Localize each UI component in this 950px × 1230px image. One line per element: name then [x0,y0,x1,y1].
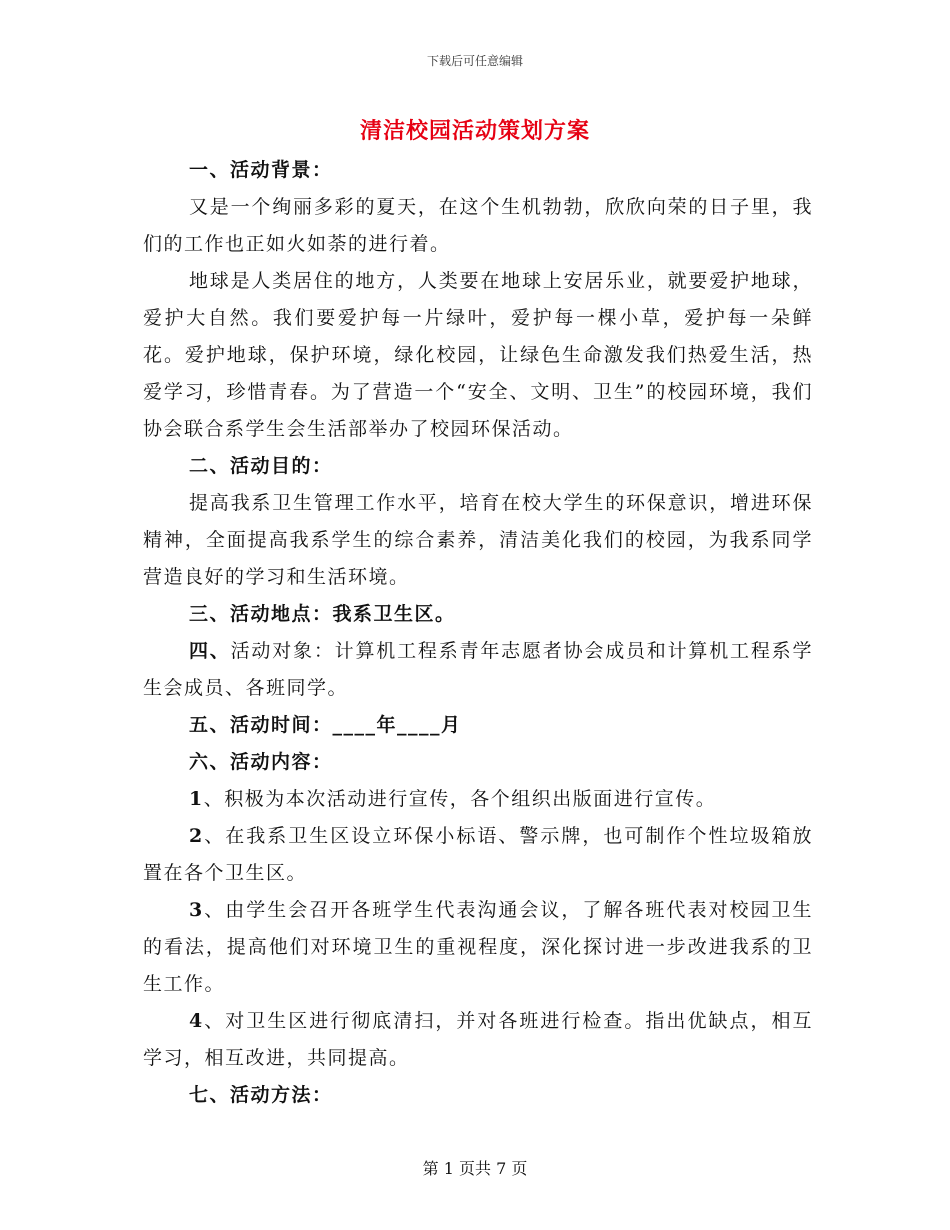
content-item-text: 、对卫生区进行彻底清扫，并对各班进行检查。指出优缺点，相互学习，相互改进，共同提高。 [143,1010,813,1069]
paragraph-background-2: 地球是人类居住的地方，人类要在地球上安居乐业，就要爱护地球，爱护大自然。我们要爱护每一片绿叶，爱护每一棵小草，爱护每一朵鲜花。爱护地球，保护环境，绿化校园，让绿色生命激发我们热爱生活，热爱学习，珍惜青春。为了营造一个“安全、文明、卫生”的校园环境，我们协会联合系学生会生活部举办了校园环保活动。 [143,270,813,440]
section-participants-text: 活动对象：计算机工程系青年志愿者协会成员和计算机工程系学生会成员、各班同学。 [143,640,813,699]
paragraph-purpose: 提高我系卫生管理工作水平，培育在校大学生的环保意识，增进环保精神，全面提高我系学生的综合素养，清洁美化我们的校园，为我系同学营造良好的学习和生活环境。 [143,492,813,588]
content-item-1 [143,781,813,818]
section-heading-background: 一、活动背景： [189,159,333,181]
content-item-number: 2 [189,825,204,847]
section-heading-method: 七、活动方法： [189,1084,333,1106]
content-item-3 [143,892,813,1003]
content-item-text: 、由学生会召开各班学生代表沟通会议，了解各班代表对校园卫生的看法，提高他们对环境卫生的重视程度，深化探讨进一步改进我系的卫生工作。 [143,899,813,995]
section-time: 五、活动时间：____年____月 [189,714,462,736]
section-participants [143,633,813,707]
paragraph-background-1: 又是一个绚丽多彩的夏天，在这个生机勃勃，欣欣向荣的日子里，我们的工作也正如火如荼的进行着。 [143,196,813,255]
content-item-4 [143,1003,813,1077]
document-title: 清洁校园活动策划方案 [359,118,590,144]
document-body [143,152,813,1114]
section-heading-content: 六、活动内容： [189,751,333,773]
section-participants-label: 四、 [189,640,231,662]
content-item-text: 、在我系卫生区设立环保小标语、警示牌，也可制作个性垃圾箱放置在各个卫生区。 [143,825,813,884]
page-footer: 第 1 页共 7 页 [422,1159,528,1178]
section-heading-purpose: 二、活动目的： [189,455,333,477]
content-item-number: 1 [189,788,204,810]
page-header: 下载后可任意编辑 [426,54,523,68]
content-item-2 [143,818,813,892]
content-item-text: 、积极为本次活动进行宣传，各个组织出版面进行宣传。 [203,788,717,810]
section-location: 三、活动地点：我系卫生区。 [189,603,456,625]
content-item-number: 3 [189,899,204,921]
content-item-number: 4 [189,1010,204,1032]
